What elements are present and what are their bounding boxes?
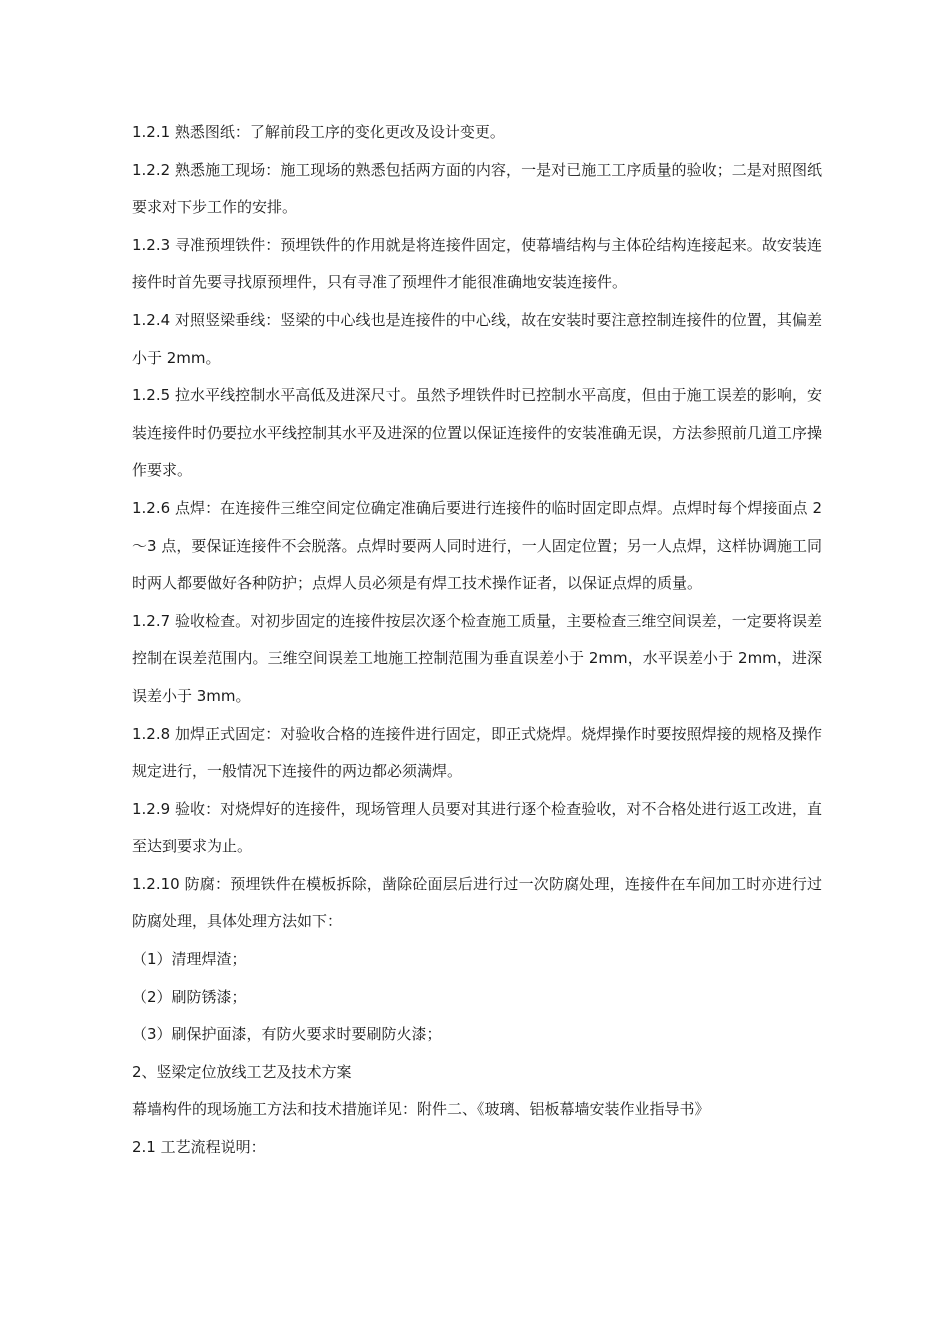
section-1-2-3: 1.2.3 寻准预埋铁件：预埋铁件的作用就是将连接件固定，使幕墙结构与主体砼结构连接起来。故安装连接件时首先要寻找原预埋件，只有寻准了预埋件才能很准确地安装连接件。 bbox=[132, 235, 822, 292]
section-1-2-9: 1.2.9 验收：对烧焊好的连接件，现场管理人员要对其进行逐个检查验收，对不合格处进行返工改进，直至达到要求为止。 bbox=[132, 799, 822, 856]
section-1-2-1: 1.2.1 熟悉图纸：了解前段工序的变化更改及设计变更。 bbox=[132, 123, 505, 141]
list-item-3: （3）刷保护面漆，有防火要求时要刷防火漆； bbox=[132, 1025, 442, 1044]
section-1-2-7: 1.2.7 验收检查。对初步固定的连接件按层次逐个检查施工质量，主要检查三维空间误差，一定要将误差控制在误差范围内。三维空间误差工地施工控制范围为垂直误差小于 2mm，水平误差小于 2mm，进深误差小于 3mm。 bbox=[132, 611, 822, 705]
section-1-2-6: 1.2.6 点焊：在连接件三维空间定位确定准确后要进行连接件的临时固定即点焊。点焊时每个焊接面点 2～3 点，要保证连接件不会脱落。点焊时要两人同时进行，一人固定位置；另一人点焊，这样协调施工同时两人都要做好各种防护；点焊人员必须是有焊工技术操作证者，以保证点焊的质量。 bbox=[132, 498, 822, 593]
list-item-1: （1）清理焊渣； bbox=[132, 950, 247, 969]
section-1-2-10: 1.2.10 防腐：预埋铁件在模板拆除，凿除砼面层后进行过一次防腐处理，连接件在车间加工时亦进行过防腐处理，具体处理方法如下： bbox=[132, 874, 822, 931]
section-1-2-8: 1.2.8 加焊正式固定：对验收合格的连接件进行固定，即正式烧焊。烧焊操作时要按照焊接的规格及操作规定进行，一般情况下连接件的两边都必须满焊。 bbox=[132, 724, 822, 781]
section-1-2-2: 1.2.2 熟悉施工现场：施工现场的熟悉包括两方面的内容，一是对已施工工序质量的验收；二是对照图纸要求对下步工作的安排。 bbox=[132, 160, 822, 217]
section-1-2-4: 1.2.4 对照竖梁垂线：竖梁的中心线也是连接件的中心线，故在安装时要注意控制连接件的位置，其偏差小于 2mm。 bbox=[132, 310, 822, 367]
section-1-2-5: 1.2.5 拉水平线控制水平高低及进深尺寸。虽然予埋铁件时已控制水平高度，但由于施工误差的影响，安装连接件时仍要拉水平线控制其水平及进深的位置以保证连接件的安装准确无误，方法参照前几道工序操作要求。 bbox=[132, 386, 823, 480]
reference-note: 幕墙构件的现场施工方法和技术措施详见：附件二、《玻璃、铝板幕墙安装作业指导书》 bbox=[132, 1100, 710, 1119]
document-body bbox=[132, 114, 822, 1167]
list-item-2: （2）刷防锈漆； bbox=[132, 987, 247, 1006]
section-heading-2: 2、竖梁定位放线工艺及技术方案 bbox=[132, 1062, 352, 1081]
section-2-1: 2.1 工艺流程说明： bbox=[132, 1138, 266, 1157]
